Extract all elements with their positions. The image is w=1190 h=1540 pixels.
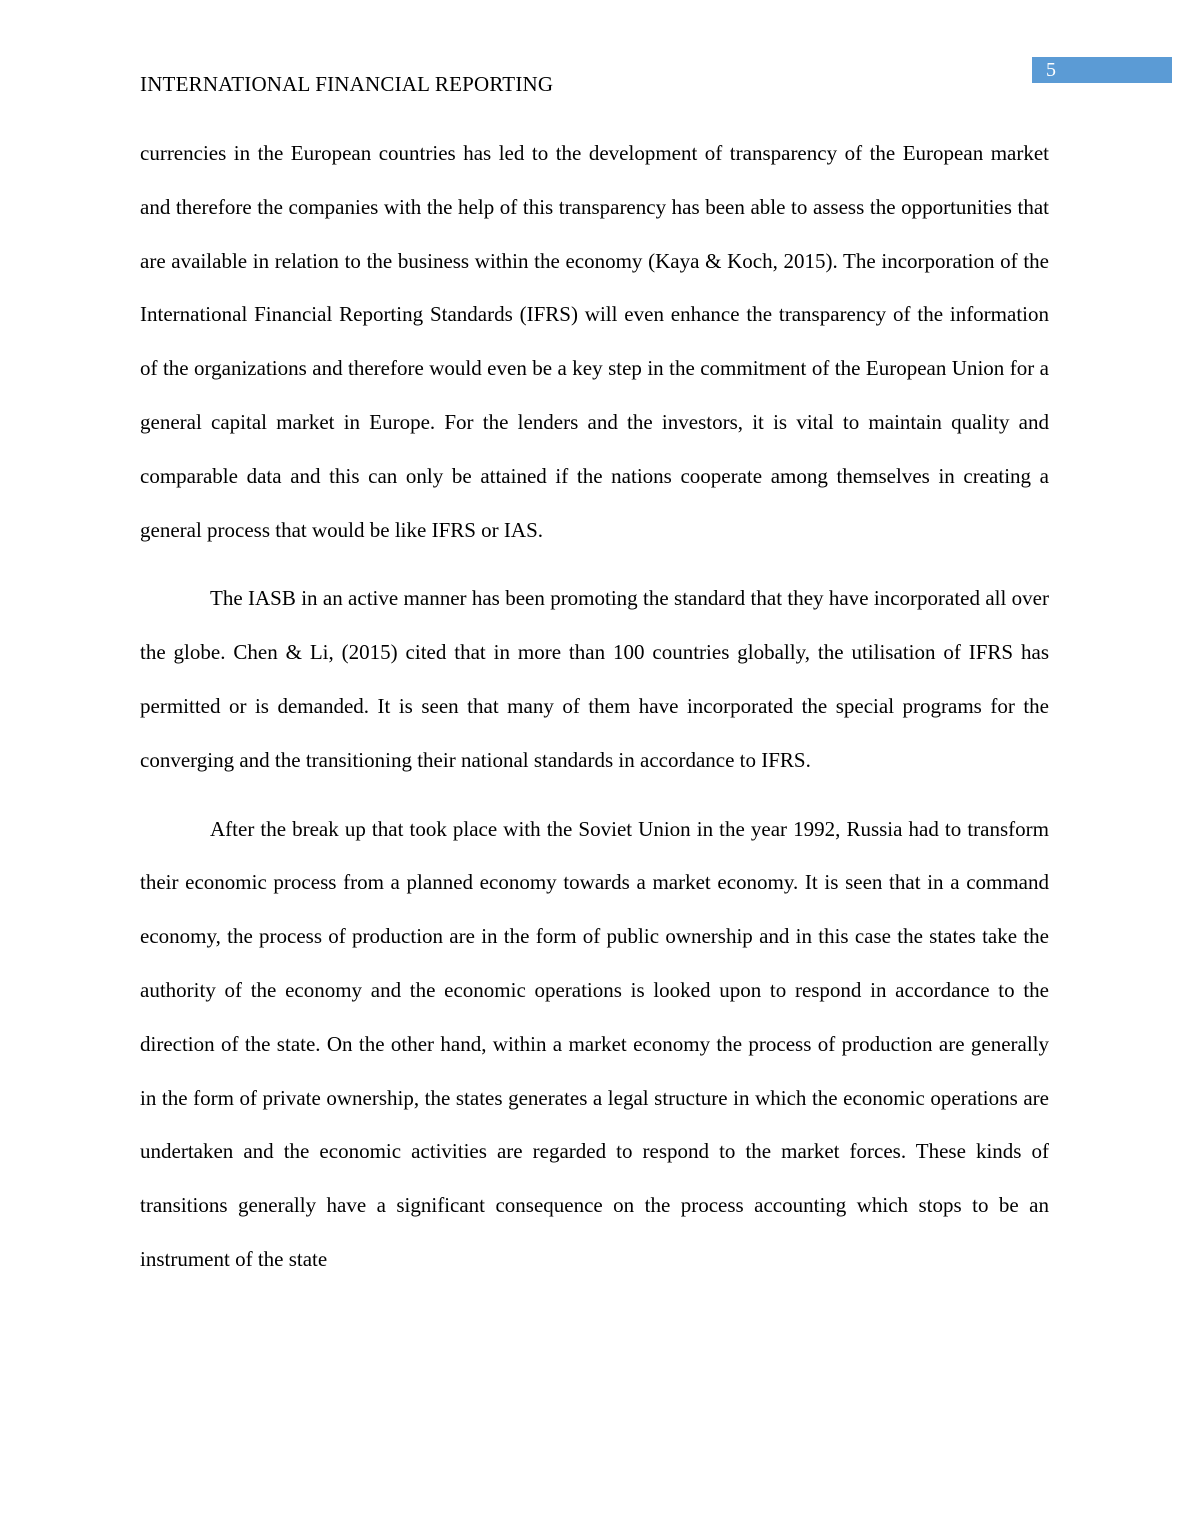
body-text xyxy=(140,127,1049,1302)
page-number-badge xyxy=(1032,57,1172,83)
paragraph-1: currencies in the European countries has led to the development of transparency of the European market and therefore the companies with the help of this transparency has been able to assess the opportunities that are available in relation to the business within the economy (Kaya & Koch, 2015). The incorporation of the International Financial Reporting Standards (IFRS) will even enhance the transparency of the information of the organizations and therefore would even be a key step in the commitment of the European Union for a general capital market in Europe. For the lenders and the investors, it is vital to maintain quality and comparable data and this can only be attained if the nations cooperate among themselves in creating a general process that would be like IFRS or IAS. xyxy=(140,141,1049,542)
paragraph-2: The IASB in an active manner has been promoting the standard that they have incorporated all over the globe. Chen & Li, (2015) cited that in more than 100 countries globally, the utilisation of IFRS has permitted or is demanded. It is seen that many of them have incorporated the special programs for the converging and the transitioning their national standards in accordance to IFRS. xyxy=(140,586,1049,772)
page-number: 5 xyxy=(1046,59,1056,81)
paragraph-3: After the break up that took place with the Soviet Union in the year 1992, Russia had to transform their economic process from a planned economy towards a market economy. It is seen that in a command economy, the process of production are in the form of public ownership and in this case the states take the authority of the economy and the economic operations is looked upon to respond in accordance to the direction of the state. On the other hand, within a market economy the process of production are generally in the form of private ownership, the states generates a legal structure in which the economic operations are undertaken and the economic activities are regarded to respond to the market forces. These kinds of transitions generally have a significant consequence on the process accounting which stops to be an instrument of the state xyxy=(140,816,1049,1271)
running-head: INTERNATIONAL FINANCIAL REPORTING xyxy=(140,72,554,96)
